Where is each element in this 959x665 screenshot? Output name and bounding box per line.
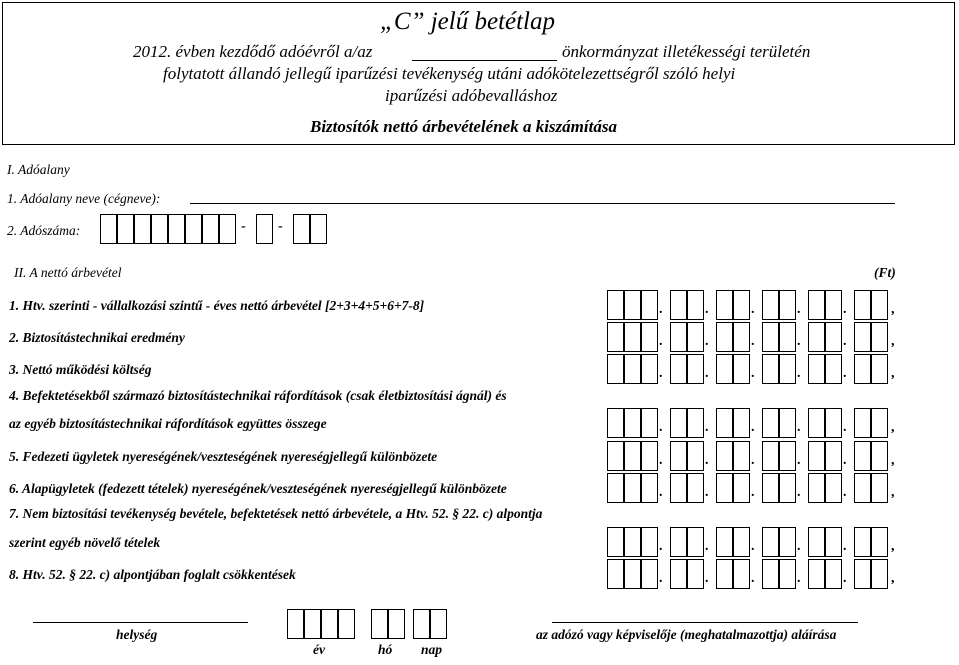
tax-digit-cell[interactable] (219, 214, 236, 244)
decimal-comma: , (891, 485, 895, 500)
row-label-pre: 7. Nem biztosítási tevékenység bevétele, befektetések nettó árbevétele, a Htv. 52. § 22. c) alpontja (9, 506, 543, 521)
tax-digit-cell[interactable] (134, 214, 151, 244)
amount-digit-cell[interactable] (871, 527, 888, 557)
amount-digit-cell[interactable] (641, 559, 658, 589)
section1-heading: I. Adóalany (7, 162, 70, 177)
signature-label: az adózó vagy képviselője (meghatalmazottja) aláírása (536, 627, 837, 642)
amount-digit-cell[interactable] (607, 441, 624, 471)
tax-digit-cell[interactable] (168, 214, 185, 244)
amount-digit-cell[interactable] (670, 322, 687, 352)
thousands-dot: . (751, 334, 755, 349)
section2-heading: II. A nettó árbevétel (14, 265, 122, 280)
row-label: 1. Htv. szerinti - vállalkozási szintű - éves nettó árbevétel [2+3+4+5+6+7-8] (9, 298, 425, 313)
amount-digit-cell[interactable] (871, 473, 888, 503)
thousands-dot: . (705, 420, 709, 435)
amount-digit-cell[interactable] (779, 559, 796, 589)
tax-separator: - (278, 219, 283, 234)
day-label: nap (421, 642, 443, 657)
amount-digit-cell[interactable] (779, 473, 796, 503)
decimal-comma: , (891, 334, 895, 349)
decimal-comma: , (891, 420, 895, 435)
municipality-blank[interactable] (412, 60, 557, 61)
amount-digit-cell[interactable] (854, 354, 871, 384)
thousands-dot: . (843, 453, 847, 468)
amount-digit-cell[interactable] (670, 408, 687, 438)
amount-digit-cell[interactable] (716, 322, 733, 352)
amount-digit-cell[interactable] (687, 354, 704, 384)
amount-digit-cell[interactable] (687, 408, 704, 438)
amount-digit-cell[interactable] (670, 290, 687, 320)
amount-digit-cell[interactable] (607, 322, 624, 352)
amount-digit-cell[interactable] (808, 408, 825, 438)
amount-digit-cell[interactable] (825, 290, 842, 320)
tax-digit-cell[interactable] (185, 214, 202, 244)
amount-digit-cell[interactable] (670, 473, 687, 503)
amount-digit-cell[interactable] (641, 473, 658, 503)
thousands-dot: . (843, 420, 847, 435)
year-digit-cell[interactable] (321, 609, 338, 639)
thousands-dot: . (797, 571, 801, 586)
month-digit-cell[interactable] (371, 609, 388, 639)
amount-digit-cell[interactable] (779, 408, 796, 438)
row-label-pre: 4. Befektetésekből származó biztosítástechnikai ráfordítások (csak életbiztosítási ágnál) és (9, 388, 507, 403)
amount-digit-cell[interactable] (624, 527, 641, 557)
header-line2: folytatott állandó jellegű iparűzési tevékenység utáni adókötelezettségről szóló helyi (163, 64, 736, 83)
amount-digit-cell[interactable] (687, 290, 704, 320)
amount-digit-cell[interactable] (716, 408, 733, 438)
amount-digit-cell[interactable] (808, 354, 825, 384)
thousands-dot: . (751, 485, 755, 500)
place-line[interactable] (33, 622, 248, 623)
decimal-comma: , (891, 571, 895, 586)
tax-digit-cell[interactable] (293, 214, 310, 244)
amount-digit-cell[interactable] (624, 322, 641, 352)
row-label: 6. Alapügyletek (fedezett tételek) nyereségének/veszteségének nyereségjellegű különbözete (9, 481, 507, 496)
amount-digit-cell[interactable] (871, 441, 888, 471)
thousands-dot: . (705, 571, 709, 586)
amount-digit-cell[interactable] (808, 527, 825, 557)
amount-digit-cell[interactable] (641, 354, 658, 384)
thousands-dot: . (659, 302, 663, 317)
amount-digit-cell[interactable] (641, 527, 658, 557)
thousands-dot: . (843, 571, 847, 586)
amount-digit-cell[interactable] (808, 473, 825, 503)
amount-digit-cell[interactable] (716, 290, 733, 320)
unit-label: (Ft) (874, 265, 896, 280)
amount-digit-cell[interactable] (687, 322, 704, 352)
year-digit-cell[interactable] (287, 609, 304, 639)
amount-digit-cell[interactable] (854, 322, 871, 352)
taxpayer-name-field[interactable] (190, 203, 895, 204)
tax-digit-cell[interactable] (256, 214, 273, 244)
tax-digit-cell[interactable] (151, 214, 168, 244)
amount-digit-cell[interactable] (825, 473, 842, 503)
amount-digit-cell[interactable] (871, 559, 888, 589)
amount-digit-cell[interactable] (825, 441, 842, 471)
tax-digit-cell[interactable] (100, 214, 117, 244)
amount-digit-cell[interactable] (670, 354, 687, 384)
month-digit-cell[interactable] (388, 609, 405, 639)
row-label: 5. Fedezeti ügyletek nyereségének/veszteségének nyereségjellegű különbözete (9, 449, 438, 464)
header-line1-left: 2012. évben kezdődő adóévről a/az (133, 42, 373, 61)
amount-digit-cell[interactable] (641, 322, 658, 352)
amount-digit-cell[interactable] (825, 559, 842, 589)
decimal-comma: , (891, 302, 895, 317)
thousands-dot: . (659, 453, 663, 468)
place-label: helység (116, 627, 158, 642)
thousands-dot: . (797, 539, 801, 554)
amount-digit-cell[interactable] (762, 408, 779, 438)
amount-digit-cell[interactable] (641, 290, 658, 320)
thousands-dot: . (797, 420, 801, 435)
amount-digit-cell[interactable] (808, 290, 825, 320)
thousands-dot: . (705, 366, 709, 381)
amount-digit-cell[interactable] (871, 322, 888, 352)
amount-digit-cell[interactable] (762, 322, 779, 352)
thousands-dot: . (705, 453, 709, 468)
amount-digit-cell[interactable] (607, 473, 624, 503)
thousands-dot: . (797, 334, 801, 349)
amount-digit-cell[interactable] (687, 527, 704, 557)
amount-digit-cell[interactable] (762, 290, 779, 320)
amount-digit-cell[interactable] (854, 473, 871, 503)
header-line3: iparűzési adóbevalláshoz (385, 86, 558, 105)
thousands-dot: . (659, 334, 663, 349)
decimal-comma: , (891, 366, 895, 381)
amount-digit-cell[interactable] (825, 527, 842, 557)
thousands-dot: . (659, 485, 663, 500)
amount-digit-cell[interactable] (607, 290, 624, 320)
tax-separator: - (241, 219, 246, 234)
day-digit-cell[interactable] (413, 609, 430, 639)
amount-digit-cell[interactable] (779, 322, 796, 352)
thousands-dot: . (659, 420, 663, 435)
year-label: év (313, 642, 325, 657)
amount-digit-cell[interactable] (825, 322, 842, 352)
amount-digit-cell[interactable] (808, 322, 825, 352)
row-label: 3. Nettó működési költség (9, 362, 152, 377)
amount-digit-cell[interactable] (733, 290, 750, 320)
thousands-dot: . (751, 571, 755, 586)
thousands-dot: . (797, 453, 801, 468)
page-title: „C” jelű betétlap (380, 8, 555, 35)
thousands-dot: . (659, 539, 663, 554)
taxpayer-name-label: 1. Adóalany neve (cégneve): (7, 191, 161, 206)
amount-digit-cell[interactable] (825, 354, 842, 384)
thousands-dot: . (843, 485, 847, 500)
thousands-dot: . (797, 366, 801, 381)
amount-digit-cell[interactable] (716, 354, 733, 384)
thousands-dot: . (797, 485, 801, 500)
thousands-dot: . (751, 302, 755, 317)
thousands-dot: . (659, 366, 663, 381)
header-line1-right: önkormányzat illetékességi területén (562, 42, 811, 61)
signature-line[interactable] (552, 622, 858, 623)
amount-digit-cell[interactable] (641, 441, 658, 471)
year-digit-cell[interactable] (338, 609, 355, 639)
thousands-dot: . (751, 420, 755, 435)
month-label: hó (378, 642, 393, 657)
amount-digit-cell[interactable] (733, 559, 750, 589)
tax-digit-cell[interactable] (310, 214, 327, 244)
amount-digit-cell[interactable] (607, 527, 624, 557)
day-digit-cell[interactable] (430, 609, 447, 639)
amount-digit-cell[interactable] (670, 559, 687, 589)
amount-digit-cell[interactable] (825, 408, 842, 438)
thousands-dot: . (843, 366, 847, 381)
amount-digit-cell[interactable] (808, 559, 825, 589)
thousands-dot: . (705, 334, 709, 349)
amount-digit-cell[interactable] (808, 441, 825, 471)
amount-digit-cell[interactable] (779, 441, 796, 471)
amount-digit-cell[interactable] (762, 473, 779, 503)
amount-digit-cell[interactable] (624, 408, 641, 438)
header-subtitle: Biztosítók nettó árbevételének a kiszámítása (310, 117, 617, 136)
amount-digit-cell[interactable] (624, 354, 641, 384)
amount-digit-cell[interactable] (687, 473, 704, 503)
amount-digit-cell[interactable] (716, 473, 733, 503)
amount-digit-cell[interactable] (854, 559, 871, 589)
row-label: 8. Htv. 52. § 22. c) alpontjában foglalt csökkentések (9, 567, 296, 582)
row-label: az egyéb biztosítástechnikai ráfordítások együttes összege (9, 416, 327, 431)
amount-digit-cell[interactable] (716, 441, 733, 471)
tax-digit-cell[interactable] (117, 214, 134, 244)
decimal-comma: , (891, 539, 895, 554)
thousands-dot: . (843, 334, 847, 349)
amount-digit-cell[interactable] (624, 559, 641, 589)
thousands-dot: . (843, 539, 847, 554)
amount-digit-cell[interactable] (687, 559, 704, 589)
amount-digit-cell[interactable] (854, 290, 871, 320)
amount-digit-cell[interactable] (854, 527, 871, 557)
tax-number-label: 2. Adószáma: (7, 223, 81, 238)
thousands-dot: . (843, 302, 847, 317)
amount-digit-cell[interactable] (624, 290, 641, 320)
amount-digit-cell[interactable] (733, 473, 750, 503)
thousands-dot: . (705, 539, 709, 554)
row-label: 2. Biztosítástechnikai eredmény (9, 330, 185, 345)
amount-digit-cell[interactable] (733, 322, 750, 352)
amount-digit-cell[interactable] (687, 441, 704, 471)
amount-digit-cell[interactable] (607, 408, 624, 438)
decimal-comma: , (891, 453, 895, 468)
thousands-dot: . (751, 366, 755, 381)
thousands-dot: . (659, 571, 663, 586)
thousands-dot: . (705, 485, 709, 500)
amount-digit-cell[interactable] (871, 408, 888, 438)
amount-digit-cell[interactable] (762, 559, 779, 589)
amount-digit-cell[interactable] (779, 354, 796, 384)
amount-digit-cell[interactable] (854, 408, 871, 438)
year-digit-cell[interactable] (304, 609, 321, 639)
amount-digit-cell[interactable] (641, 408, 658, 438)
row-label: szerint egyéb növelő tételek (9, 535, 161, 550)
amount-digit-cell[interactable] (854, 441, 871, 471)
amount-digit-cell[interactable] (762, 354, 779, 384)
thousands-dot: . (705, 302, 709, 317)
amount-digit-cell[interactable] (607, 559, 624, 589)
amount-digit-cell[interactable] (779, 290, 796, 320)
amount-digit-cell[interactable] (716, 527, 733, 557)
amount-digit-cell[interactable] (871, 290, 888, 320)
tax-digit-cell[interactable] (202, 214, 219, 244)
amount-digit-cell[interactable] (733, 441, 750, 471)
amount-digit-cell[interactable] (624, 473, 641, 503)
amount-digit-cell[interactable] (733, 527, 750, 557)
amount-digit-cell[interactable] (762, 441, 779, 471)
amount-digit-cell[interactable] (733, 354, 750, 384)
amount-digit-cell[interactable] (871, 354, 888, 384)
thousands-dot: . (797, 302, 801, 317)
amount-digit-cell[interactable] (607, 354, 624, 384)
amount-digit-cell[interactable] (670, 527, 687, 557)
amount-digit-cell[interactable] (716, 559, 733, 589)
thousands-dot: . (751, 539, 755, 554)
amount-digit-cell[interactable] (624, 441, 641, 471)
amount-digit-cell[interactable] (762, 527, 779, 557)
amount-digit-cell[interactable] (733, 408, 750, 438)
amount-digit-cell[interactable] (670, 441, 687, 471)
amount-digit-cell[interactable] (779, 527, 796, 557)
thousands-dot: . (751, 453, 755, 468)
